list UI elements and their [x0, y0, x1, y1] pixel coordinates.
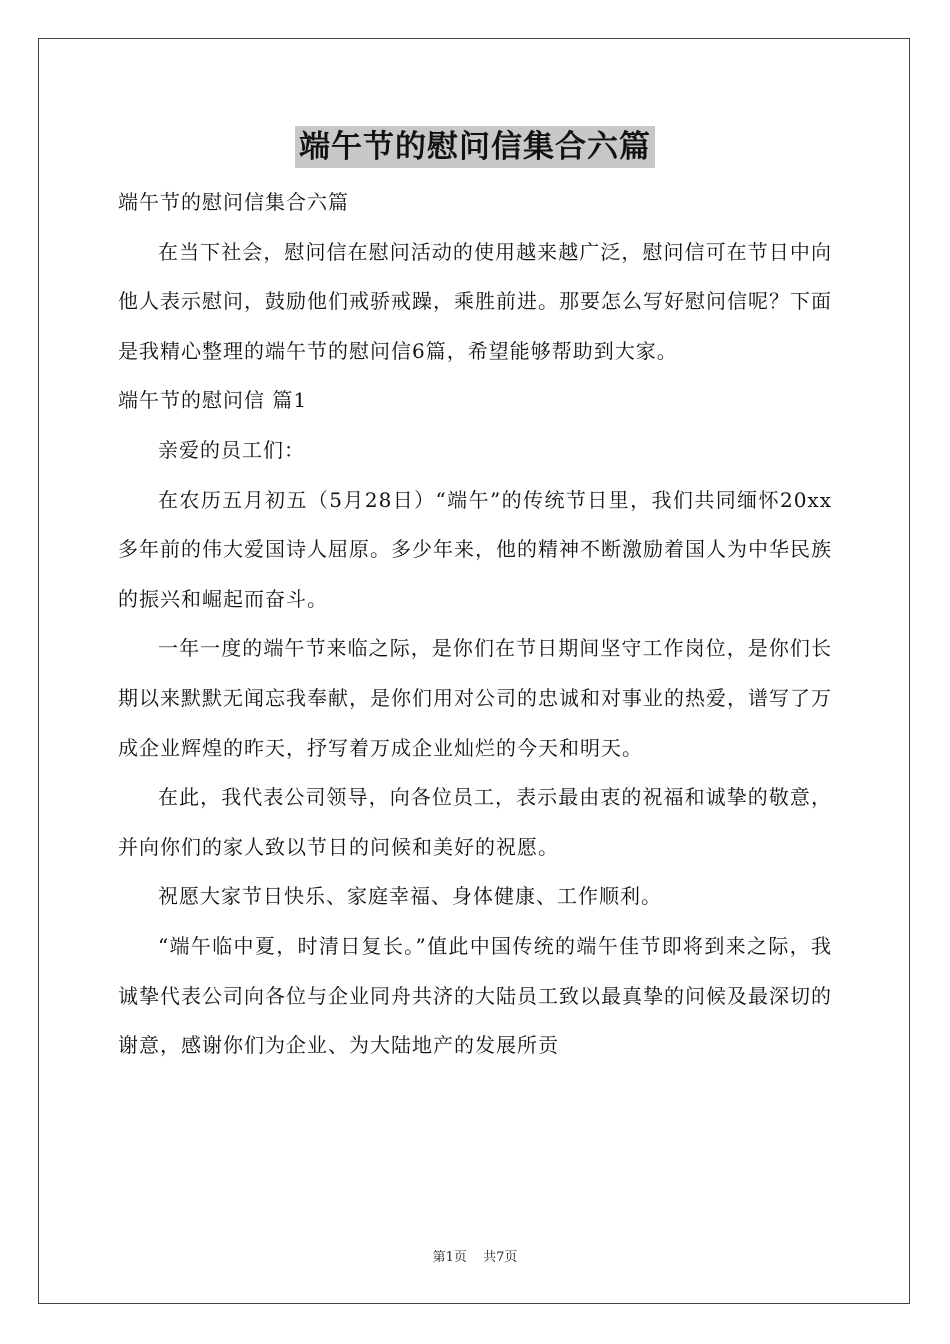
page-number-total: 共7页: [483, 1250, 518, 1265]
document-body: [118, 178, 832, 1071]
paragraph: 祝愿大家节日快乐、家庭幸福、身体健康、工作顺利。: [158, 884, 662, 909]
paragraph: 在农历五月初五（5月28日）“端午”的传统节日里，我们共同缅怀20xx多年前的伟大爱国诗人屈原。多少年来，他的精神不断激励着国人为中华民族的振兴和崛起而奋斗。: [118, 487, 832, 611]
paragraph: 在此，我代表公司领导，向各位员工，表示最由衷的祝福和诚挚的敬意，并向你们的家人致以节日的问候和美好的祝愿。: [118, 785, 832, 859]
paragraph-salutation: 亲爱的员工们：: [158, 437, 305, 462]
document-title: 端午节的慰问信集合六篇: [295, 126, 655, 168]
page-footer: [0, 1246, 950, 1265]
page-number-current: 第1页: [432, 1250, 467, 1265]
document-subtitle: 端午节的慰问信集合六篇: [118, 190, 349, 214]
paragraph: “端午临中夏，时清日复长。”值此中国传统的端午佳节即将到来之际，我诚挚代表公司向各位与企业同舟共济的大陆员工致以最真挚的问候及最深切的谢意，感谢你们为企业、为大陆地产的发展所贡: [118, 933, 832, 1058]
paragraph: 一年一度的端午节来临之际，是你们在节日期间坚守工作岗位，是你们长期以来默默无闻忘我奉献，是你们用对公司的忠诚和对事业的热爱，谱写了万成企业辉煌的昨天，抒写着万成企业灿烂的今天和明天。: [118, 636, 832, 760]
section-heading: 端午节的慰问信 篇1: [118, 388, 308, 413]
paragraph-intro: 在当下社会，慰问信在慰问活动的使用越来越广泛，慰问信可在节日中向他人表示慰问，鼓励他们戒骄戒躁，乘胜前进。那要怎么写好慰问信呢？下面是我精心整理的端午节的慰问信6篇，希望能够帮助到大家。: [118, 239, 832, 363]
title-area: [0, 126, 950, 168]
